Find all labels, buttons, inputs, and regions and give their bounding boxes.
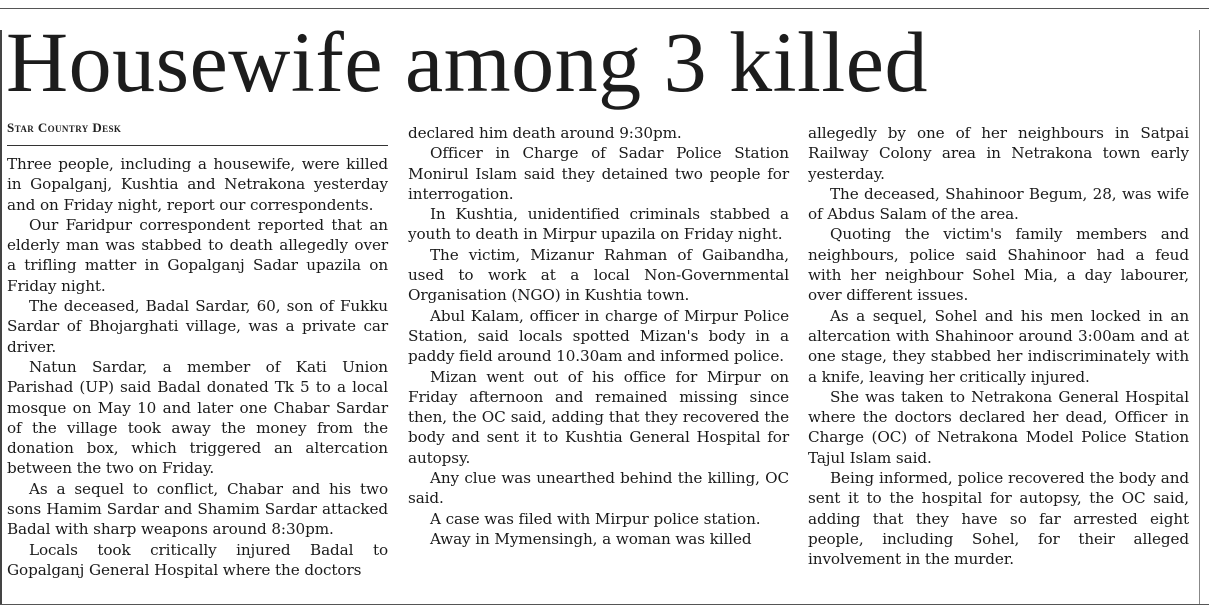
paragraph: In Kushtia, unidentified criminals stabbed a youth to death in Mirpur upazila on Friday night. xyxy=(408,205,789,244)
byline-rule xyxy=(7,145,388,146)
paragraph: The deceased, Badal Sardar, 60, son of Fukku Sardar of Bhojarghati village, was a private car driver. xyxy=(7,297,388,356)
paragraph: Locals took critically injured Badal to Gopalganj General Hospital where the doctors xyxy=(7,540,388,579)
paragraph: allegedly by one of her neighbours in Satpai Railway Colony area in Netrakona town early yesterday. xyxy=(808,124,1189,183)
left-border xyxy=(0,30,2,605)
paragraph: She was taken to Netrakona General Hospital where the doctors declared her dead, Officer in Charge (OC) of Netrakona Model Police Station Tajul Islam said. xyxy=(808,387,1189,467)
article-column-1 xyxy=(7,154,388,580)
paragraph: As a sequel to conflict, Chabar and his two sons Hamim Sardar and Shamim Sardar attacked Badal with sharp weapons around 8:30pm. xyxy=(7,479,388,539)
paragraph: declared him death around 9:30pm. xyxy=(408,124,682,142)
paragraph: Mizan went out of his office for Mirpur on Friday afternoon and remained missing since then, the OC said, adding that they recovered the body and sent it to Kushtia General Hospital for autopsy. xyxy=(408,367,789,467)
paragraph: Natun Sardar, a member of Kati Union Parishad (UP) said Badal donated Tk 5 to a local mosque on May 10 and later one Chabar Sardar of the village took away the money from the donation box, which triggered an altercation between the two on Friday. xyxy=(7,357,388,478)
headline: Housewife among 3 killed xyxy=(6,14,928,110)
paragraph: Officer in Charge of Sadar Police Station Monirul Islam said they detained two people for interrogation. xyxy=(408,144,789,203)
article-column-3 xyxy=(808,123,1189,570)
article-column-2 xyxy=(408,123,789,549)
paragraph: As a sequel, Sohel and his men locked in an altercation with Shahinoor around 3:00am and at one stage, they stabbed her indiscriminately with a knife, leaving her critically injured. xyxy=(808,306,1189,386)
paragraph: The victim, Mizanur Rahman of Gaibandha, used to work at a local Non-Governmental Organisation (NGO) in Kushtia town. xyxy=(408,245,789,305)
paragraph: A case was filed with Mirpur police station. xyxy=(430,509,761,528)
paragraph: Three people, including a housewife, were killed in Gopalganj, Kushtia and Netrakona yesterday and on Friday night, report our correspondents. xyxy=(7,155,388,214)
paragraph: Any clue was unearthed behind the killing, OC said. xyxy=(408,469,789,508)
bottom-rule xyxy=(0,604,1209,605)
right-border xyxy=(1199,30,1200,605)
top-rule xyxy=(0,8,1209,9)
paragraph: Quoting the victim's family members and neighbours, police said Shahinoor had a feud with her neighbour Sohel Mia, a day labourer, over different issues. xyxy=(808,225,1189,305)
paragraph: The deceased, Shahinoor Begum, 28, was wife of Abdus Salam of the area. xyxy=(808,184,1189,224)
paragraph: Our Faridpur correspondent reported that an elderly man was stabbed to death allegedly over a trifling matter in Gopalganj Sadar upazila on Friday night. xyxy=(7,215,388,295)
paragraph: Abul Kalam, officer in charge of Mirpur Police Station, said locals spotted Mizan's body in a paddy field around 10.30am and informed police. xyxy=(408,306,789,366)
paragraph: Being informed, police recovered the body and sent it to the hospital for autopsy, the OC said, adding that they have so far arrested eight people, including Sohel, for their alleged involvement in the murder. xyxy=(808,469,1189,569)
paragraph: Away in Mymensingh, a woman was killed xyxy=(430,529,752,548)
byline: Star Country Desk xyxy=(7,120,122,135)
